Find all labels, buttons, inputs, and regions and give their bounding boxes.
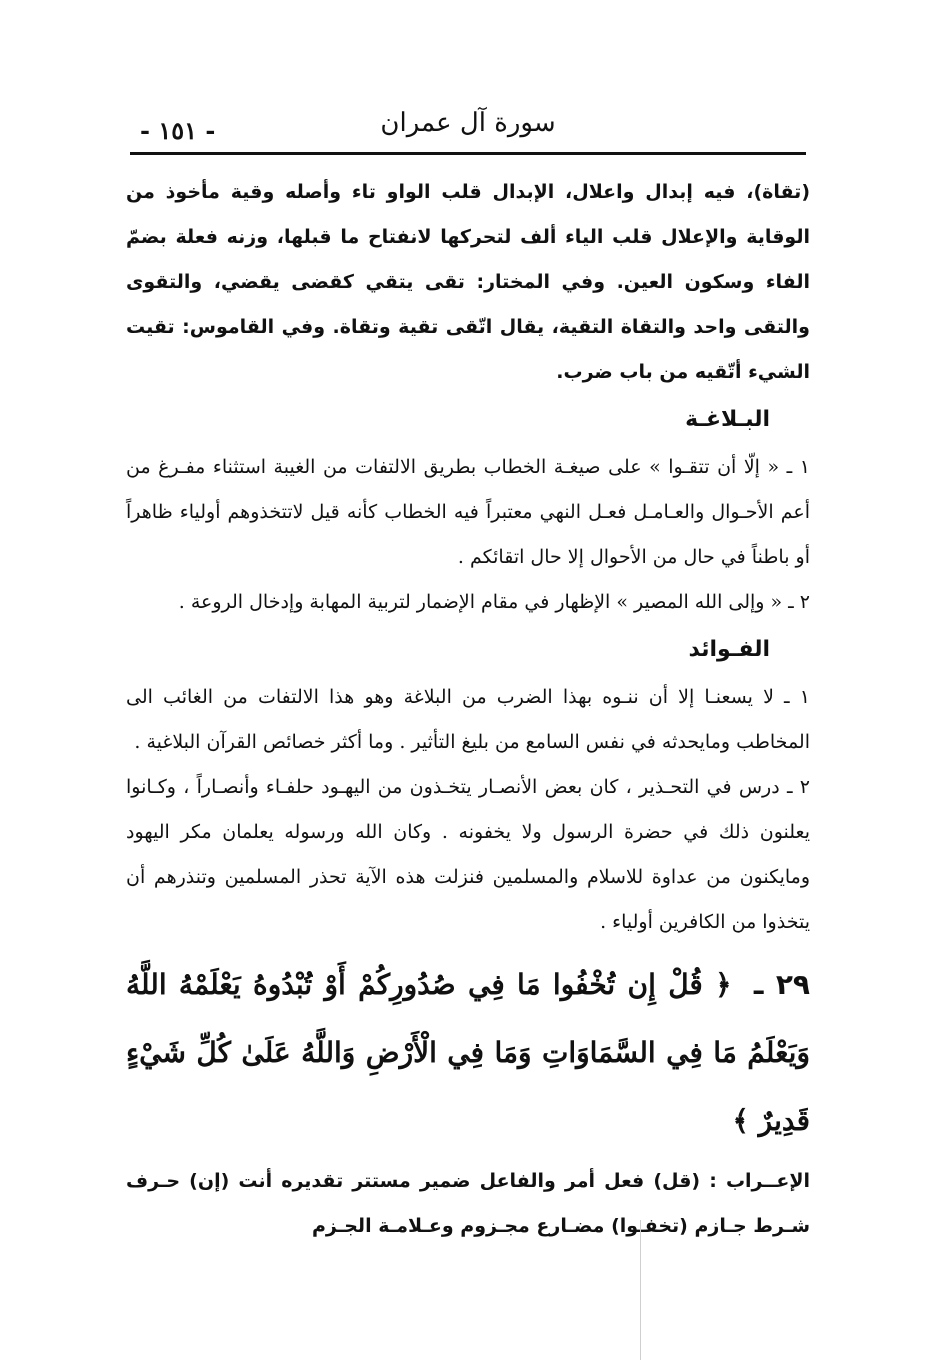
verse-text: ﴿ قُلْ إِن تُخْفُوا مَا فِي صُدُورِكُمْ أَوْ تُبْدُوهُ يَعْلَمْهُ اللَّهُ وَيَعْلَمُ مَا فِي السَّمَاوَاتِ وَمَا فِي الْأَرْضِ وَاللَّهُ عَلَىٰ كُلِّ شَيْءٍ قَدِيرٌ ﴾ [126, 968, 810, 1137]
balagha-heading: البـلاغـة [685, 407, 770, 432]
balagha-item-2: ٢ ـ « وإلى الله المصير » الإظهار في مقام الإضمار لتربية المهابة وإدخال الروعة . [178, 591, 810, 613]
irab-text: : (قل) فعل أمر والفاعل ضمير مستتر تقديره أنت (إن) حـرف شـرط جـازم (تخفـوا) مضـارع مجـزوم وعـلامـة الجـزم [126, 1170, 810, 1237]
balagha-item-1: ١ ـ « إلّا أن تتقـوا » على صيغـة الخطاب بطريق الالتفات من الغيبة استثناء مفـرغ من أعم الأحـوال والعـامـل فعـل النهي معتبراً فيه الخطاب كأنه قيل لاتتخذوهم أولياء ظاهراً أو باطناً في حال من الأحوال إلا حال اتقائكم . [126, 456, 810, 568]
page-number: - ١٥١ - [140, 116, 216, 145]
scan-line-artifact [640, 1220, 641, 1360]
page-body [126, 170, 810, 1249]
irab-paragraph [126, 1159, 810, 1249]
header-divider [130, 152, 806, 155]
fawaid-item-1: ١ ـ لا يسعنـا إلا أن ننـوه بهذا الضرب من البلاغة وهو هذا الالتفات من الغائب الى المخاطب ومايحدثه في نفس السامع من بليغ التأثير . وما أكثر خصائص القرآن البلاغية . [126, 686, 810, 753]
fawaid-heading: الفـوائد [688, 637, 770, 662]
vocab-paragraph: (تقاة)، فيه إبدال واعلال، الإبدال قلب الواو تاء وأصله وقية مأخوذ من الوقاية والإعلال قلب الياء ألف لتحركها لانفتاح ما قبلها، وزنه فعلة بضمّ الفاء وسكون العين. وفي المختار: تقى يتقي كقضى يقضي، والتقوى والتقى واحد والتقاة التقية، يقال اتّقى تقية وتقاة. وفي القاموس: تقيت الشيء أتّقيه من باب ضرب. [126, 181, 810, 383]
surah-title: سورة آل عمران [380, 108, 556, 138]
fawaid-item-2: ٢ ـ درس في التحـذير ، كان بعض الأنصـار يتخـذون من اليهـود حلفـاء وأنصـاراً ، وكـانوا يعلنون ذلك في حضرة الرسول ولا يخفونه . وكان الله ورسوله يعلمان مكر اليهود ومايكنون من عداوة للاسلام والمسلمين فنزلت هذه الآية تحذر المسلمين وتنذرهم أن يتخذوا من الكافرين أولياء . [126, 776, 810, 933]
irab-label: الإعــراب [725, 1170, 810, 1192]
page-header [130, 98, 806, 148]
verse-number: ٢٩ ـ [753, 968, 810, 1001]
quran-verse [126, 951, 810, 1155]
